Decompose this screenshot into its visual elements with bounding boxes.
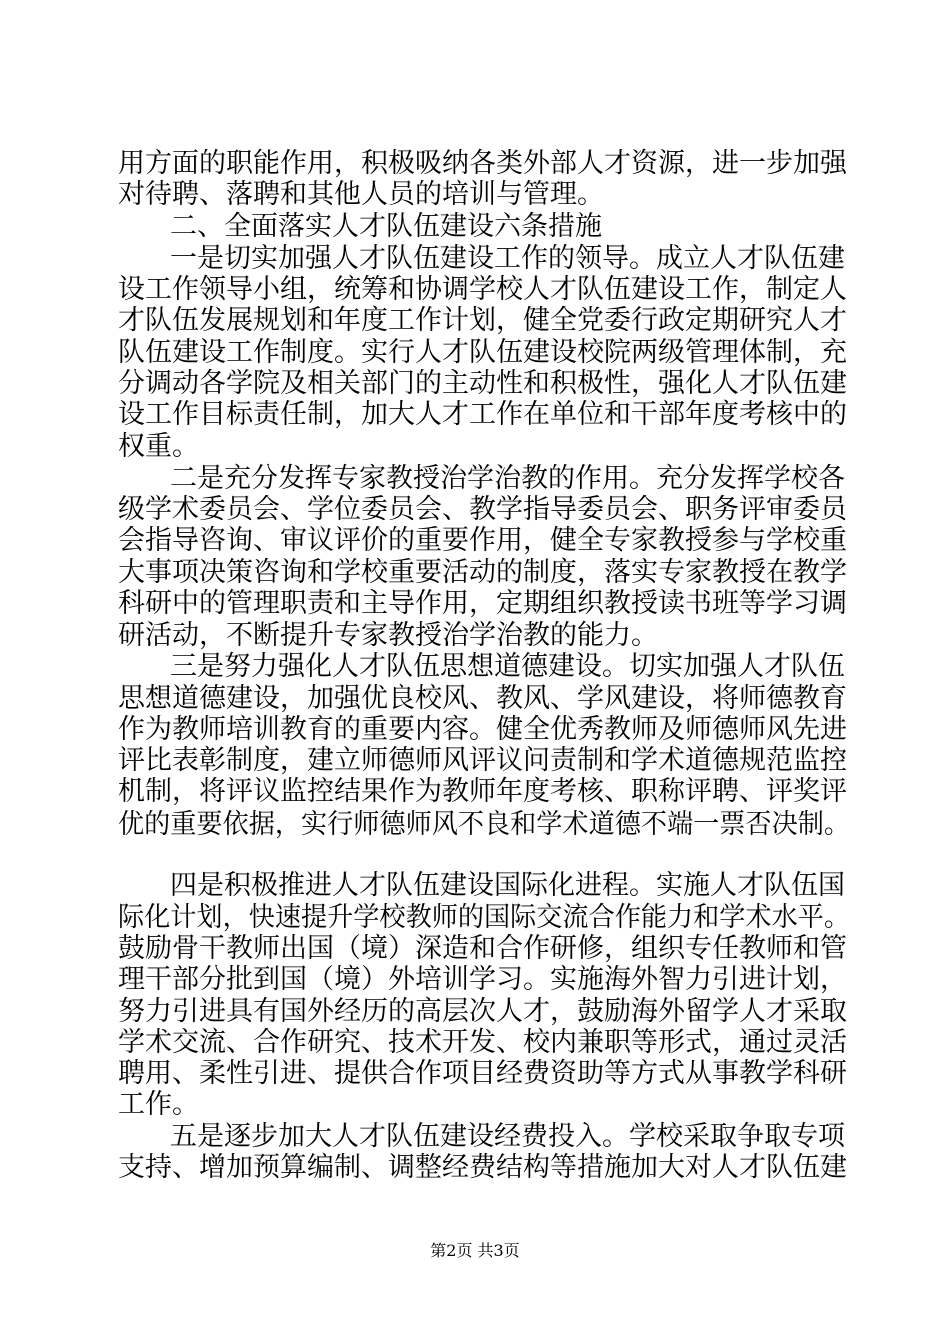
paragraph-start: 四是积极推进人才队伍建设国际化进程。实施人才队伍国 [170,870,845,902]
text-line: 努力引进具有国外经历的高层次人才，鼓励海外留学人才采取 [118,995,847,1027]
text-line: 理干部分批到国（境）外培训学习。实施海外智力引进计划， [118,964,847,996]
text-line: 对待聘、落聘和其他人员的培训与管理。 [118,179,604,211]
text-line: 聘用、柔性引进、提供合作项目经费资助等方式从事教学科研 [118,1058,847,1090]
text-line: 鼓励骨干教师出国（境）深造和合作研修，组织专任教师和管 [118,932,847,964]
text-line: 科研中的管理职责和主导作用，定期组织教授读书班等学习调 [118,587,847,619]
section-heading: 二、全面落实人才队伍建设六条措施 [170,210,602,242]
text-line: 分调动各学院及相关部门的主动性和积极性，强化人才队伍建 [118,367,847,399]
text-line: 工作。 [118,1089,199,1121]
paragraph-start: 二是充分发挥专家教授治学治教的作用。充分发挥学校各 [170,462,845,494]
text-line: 设工作目标责任制，加大人才工作在单位和干部年度考核中的 [118,399,847,431]
text-line: 用方面的职能作用，积极吸纳各类外部人才资源，进一步加强 [118,148,847,179]
text-line: 会指导咨询、审议评价的重要作用，健全专家教授参与学校重 [118,525,847,557]
paragraph-start: 三是努力强化人才队伍思想道德建设。切实加强人才队伍 [170,651,845,683]
text-line: 权重。 [118,431,199,463]
text-line: 思想道德建设，加强优良校风、教风、学风建设，将师德教育 [118,682,847,714]
text-line: 机制，将评议监控结果作为教师年度考核、职称评聘、评奖评 [118,776,847,808]
text-line: 学术交流、合作研究、技术开发、校内兼职等形式，通过灵活 [118,1026,847,1058]
page-number-footer: 第2页 共3页 [430,1241,520,1260]
text-line: 支持、增加预算编制、调整经费结构等措施加大对人才队伍建 [118,1152,847,1183]
text-line: 研活动，不断提升专家教授治学治教的能力。 [118,619,658,651]
text-line: 作为教师培训教育的重要内容。健全优秀教师及师德师风先进 [118,713,847,745]
text-line: 优的重要依据，实行师德师风不良和学术道德不端一票否决制。 [118,808,850,840]
text-line: 级学术委员会、学位委员会、教学指导委员会、职务评审委员 [118,493,847,525]
text-line: 才队伍发展规划和年度工作计划，健全党委行政定期研究人才 [118,305,847,337]
text-line: 大事项决策咨询和学校重要活动的制度，落实专家教授在教学 [118,556,847,588]
text-line: 队伍建设工作制度。实行人才队伍建设校院两级管理体制，充 [118,336,847,368]
text-line: 设工作领导小组，统筹和协调学校人才队伍建设工作，制定人 [118,274,847,305]
text-line: 际化计划，快速提升学校教师的国际交流合作能力和学术水平。 [118,901,850,933]
paragraph-start: 一是切实加强人才队伍建设工作的领导。成立人才队伍建 [170,242,845,274]
text-line: 评比表彰制度，建立师德师风评议问责制和学术道德规范监控 [118,745,847,777]
paragraph-start: 五是逐步加大人才队伍建设经费投入。学校采取争取专项 [170,1120,845,1152]
